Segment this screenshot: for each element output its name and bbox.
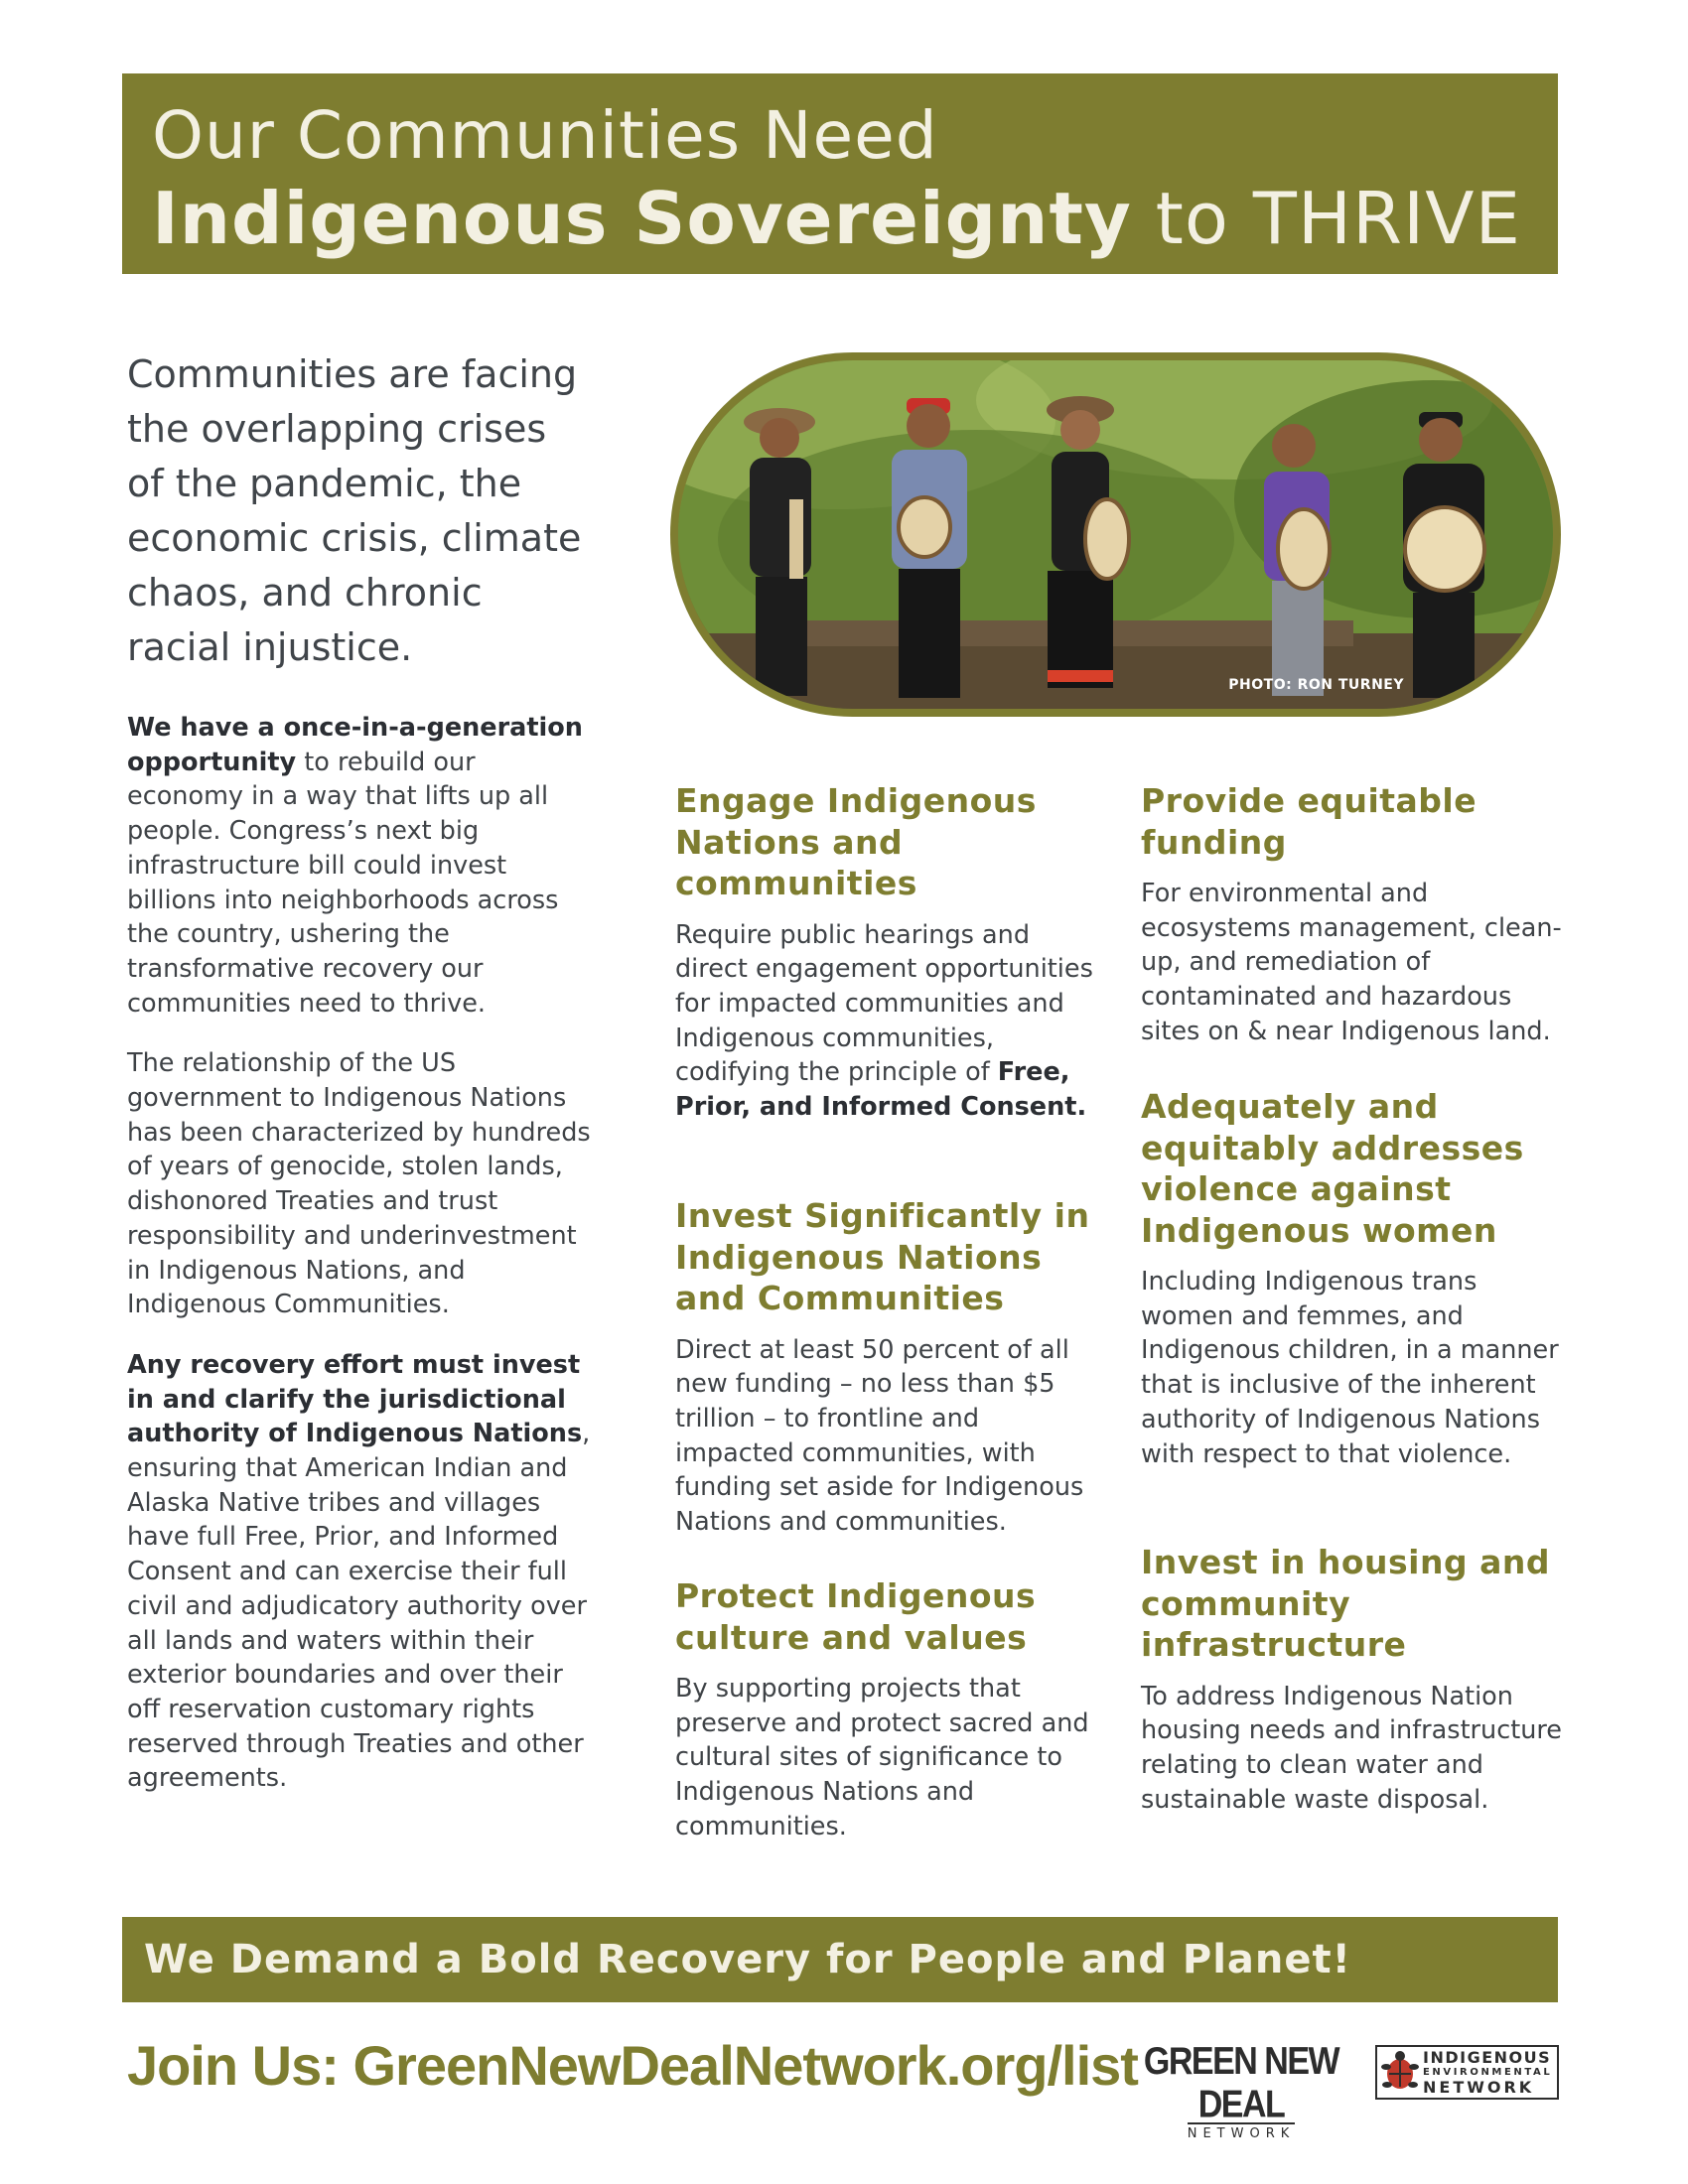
paragraph-recovery (127, 1348, 594, 1796)
housing-heading: Invest in housing and community infrastructure (1141, 1543, 1550, 1664)
intro-statement: Communities are facing the overlapping crises of the pandemic, the economic crisis, climate chaos, and chronic racial injustice. (127, 352, 582, 669)
photo-credit: PHOTO: RON TURNEY (1228, 677, 1404, 693)
title-rest: to THRIVE (1131, 177, 1521, 260)
protect-body: By supporting projects that preserve and protect sacred and cultural sites of significance to Indigenous Nations and communities. (675, 1674, 1089, 1842)
section-violence (1141, 1086, 1568, 1471)
section-funding (1141, 780, 1568, 1049)
demand-banner: We Demand a Bold Recovery for People and Planet! (122, 1917, 1558, 2002)
invest-significantly-heading: Invest Significantly in Indigenous Nations and Communities (675, 1196, 1090, 1317)
ien-logo-line-1: INDIGENOUS (1423, 2047, 1552, 2067)
ien-logo-line-2: ENVIRONMENTAL (1423, 2066, 1553, 2078)
invest-significantly-body: Direct at least 50 percent of all new funding – no less than $5 trillion – to frontline and impacted communities, with funding set aside for Indigenous Nations and communities. (675, 1334, 1084, 1538)
ien-logo-line-3: NETWORK (1423, 2077, 1535, 2097)
drummers-photo (670, 352, 1561, 717)
funding-heading: Provide equitable funding (1141, 781, 1477, 862)
recovery-text: , ensuring that American Indian and Alaska Native tribes and villages have full Free, Prior, and Informed Consent and can exercise their full civil and adjudicatory authority over all lands and waters within their exterior boundaries and over their off reservation customary rights reserved through Treaties and other agreements. (127, 1419, 591, 1794)
indigenous-environmental-network-logo (1375, 2045, 1559, 2100)
left-column (127, 711, 594, 1822)
title-banner (122, 73, 1558, 274)
opportunity-text: to rebuild our economy in a way that lifts up all people. Congress’s next big infrastructure bill could invest billions into neighborhoods across the country, ushering the transformative recovery our communities need to thrive. (127, 747, 559, 1019)
violence-heading: Adequately and equitably addresses violence against Indigenous women (1141, 1087, 1524, 1250)
opportunity-bold: We have a once-in-a-generation opportunity (127, 713, 583, 777)
gnd-logo-subtitle: NETWORK (1188, 2122, 1296, 2142)
section-protect (675, 1575, 1102, 1844)
ien-logo-text (1423, 2047, 1557, 2097)
housing-body: To address Indigenous Nation housing needs and infrastructure relating to clean water and sustainable waste disposal. (1141, 1681, 1562, 1815)
engage-body (675, 918, 1102, 1125)
paragraph-opportunity (127, 711, 594, 1021)
funding-body: For environmental and ecosystems management, clean-up, and remediation of contaminated and hazardous sites on & near Indigenous land. (1141, 879, 1562, 1046)
turtle-icon (1377, 2047, 1423, 2098)
protect-heading: Protect Indigenous culture and values (675, 1576, 1037, 1657)
section-engage (675, 780, 1102, 1125)
recovery-bold: Any recovery effort must invest in and clarify the jurisdictional authority of Indigenous Nations (127, 1349, 583, 1449)
photo-scene (678, 360, 1553, 709)
engage-body-bold: Free, Prior, and Informed Consent. (675, 1057, 1087, 1123)
gnd-logo-title: GREEN NEW DEAL (1143, 2039, 1339, 2126)
engage-heading: Engage Indigenous Nations and communities (675, 781, 1037, 902)
title-line-1: Our Communities Need (152, 97, 938, 174)
engage-body-text: Require public hearings and direct engagement opportunities for impacted communities and Indigenous communities, codifying the principle of (675, 919, 1093, 1088)
green-new-deal-network-logo (1142, 2039, 1340, 2142)
section-invest-significantly (675, 1195, 1102, 1540)
paragraph-relationship: The relationship of the US government to Indigenous Nations has been characterized by hundreds of years of genocide, stolen lands, dishonored Treaties and trust responsibility and underinvestment in Indigenous Nations, and Indigenous Communities. (127, 1048, 591, 1320)
join-link[interactable]: Join Us: GreenNewDealNetwork.org/list (127, 2034, 1138, 2097)
violence-body: Including Indigenous trans women and femmes, and Indigenous children, in a manner that is inclusive of the inherent authority of Indigenous Nations with respect to that violence. (1141, 1267, 1559, 1469)
title-bold: Indigenous Sovereignty (152, 177, 1132, 260)
title-line-2 (152, 175, 1558, 262)
section-housing (1141, 1542, 1568, 1817)
